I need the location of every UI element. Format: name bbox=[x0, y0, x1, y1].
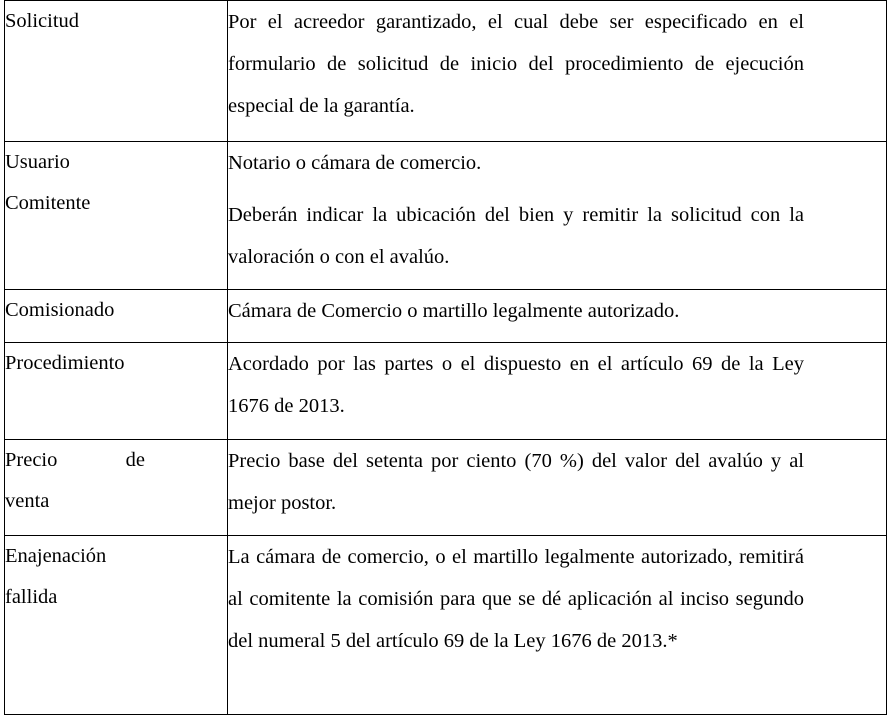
row-label-cell bbox=[5, 1, 228, 142]
row-paragraph: Cámara de Comercio o martillo legalmente autorizado. bbox=[228, 300, 680, 322]
row-value-cell bbox=[228, 536, 887, 715]
table-row-precio-de-venta bbox=[5, 440, 887, 536]
row-value-cell bbox=[228, 440, 887, 536]
row-label: Procedimiento bbox=[5, 352, 125, 374]
table-row-comisionado bbox=[5, 290, 887, 343]
row-paragraph: Deberán indicar la ubicación del bien y remitir la solicitud con la valoración o con el avalúo. bbox=[228, 204, 804, 268]
table-row-usuario-comitente bbox=[5, 142, 887, 290]
row-label: Solicitud bbox=[5, 10, 80, 32]
row-label-cell bbox=[5, 142, 228, 290]
row-label-line-1: Usuario bbox=[5, 151, 70, 173]
row-paragraph: Por el acreedor garantizado, el cual debe ser especificado en el formulario de solicitud de inicio del procedimiento de ejecución especial de la garantía. bbox=[228, 11, 804, 117]
row-label-cell bbox=[5, 536, 228, 715]
procedure-table bbox=[4, 0, 887, 715]
table-row-solicitud bbox=[5, 1, 887, 142]
table-row-enajenacion-fallida bbox=[5, 536, 887, 715]
row-label-cell bbox=[5, 290, 228, 343]
table-row-procedimiento bbox=[5, 343, 887, 440]
row-label-cell bbox=[5, 440, 228, 536]
row-label-line-2: venta bbox=[5, 490, 50, 512]
row-label-line-2: Comitente bbox=[5, 192, 91, 214]
row-label: Comisionado bbox=[5, 299, 115, 321]
row-value-cell bbox=[228, 290, 887, 343]
row-paragraph: Notario o cámara de comercio. bbox=[228, 152, 482, 174]
row-paragraph: La cámara de comercio, o el martillo legalmente autorizado, remitirá al comitente la comisión para que se dé aplicación al inciso segundo del numeral 5 del artículo 69 de la Ley 1676 de 2013.* bbox=[228, 546, 804, 652]
row-value-cell bbox=[228, 142, 887, 290]
row-value-cell bbox=[228, 1, 887, 142]
row-paragraph: Acordado por las partes o el dispuesto en el artículo 69 de la Ley 1676 de 2013. bbox=[228, 353, 804, 417]
row-label-line-1: Enajenación bbox=[5, 545, 107, 567]
row-label-cell bbox=[5, 343, 228, 440]
row-paragraph: Precio base del setenta por ciento (70 %) del valor del avalúo y al mejor postor. bbox=[228, 450, 804, 514]
row-label-line-1: Precio de bbox=[5, 449, 145, 471]
row-label-line-2: fallida bbox=[5, 586, 58, 608]
row-value-cell bbox=[228, 343, 887, 440]
